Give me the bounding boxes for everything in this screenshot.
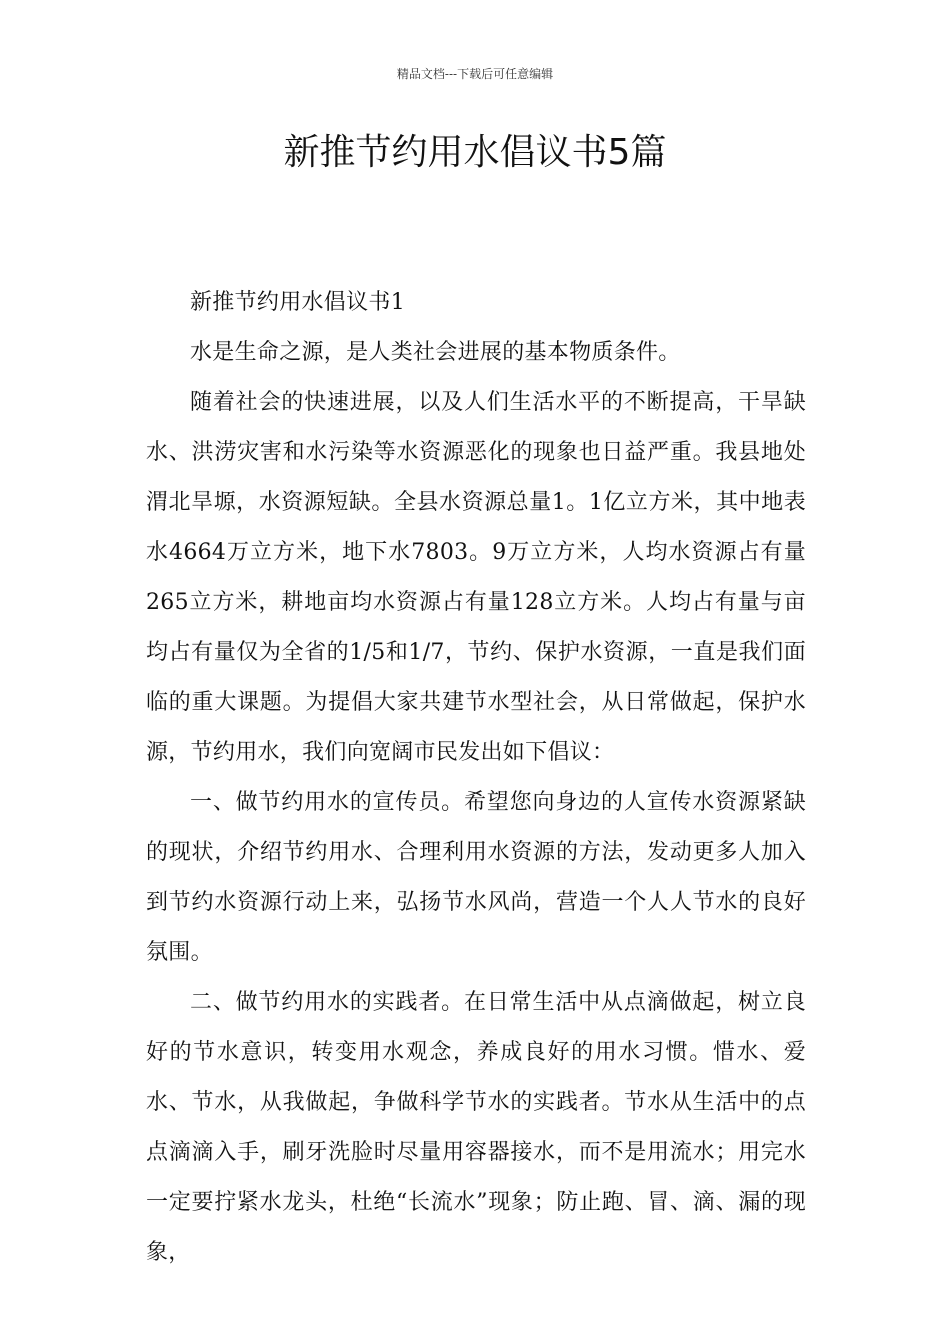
document-body (146, 278, 806, 1278)
header-note: 精品文档---下载后可任意编辑 (396, 67, 554, 81)
paragraph-background: 随着社会的快速进展，以及人们生活水平的不断提高，干旱缺水、洪涝灾害和水污染等水资源恶化的现象也日益严重。我县地处渭北旱塬，水资源短缺。全县水资源总量1。1亿立方米，其中地表水4664万立方米，地下水7803。9万立方米，人均水资源占有量265立方米，耕地亩均水资源占有量128立方米。人均占有量与亩均占有量仅为全省的1/5和1/7，节约、保护水资源，一直是我们面临的重大课题。为提倡大家共建节水型社会，从日常做起，保护水源，节约用水，我们向宽阔市民发出如下倡议： (146, 390, 806, 765)
paragraph-item-one: 一、做节约用水的宣传员。希望您向身边的人宣传水资源紧缺的现状，介绍节约用水、合理利用水资源的方法，发动更多人加入到节约水资源行动上来，弘扬节水风尚，营造一个人人节水的良好氛围。 (146, 790, 806, 965)
paragraph-item-two: 二、做节约用水的实践者。在日常生活中从点滴做起，树立良好的节水意识，转变用水观念，养成良好的用水习惯。惜水、爱水、节水，从我做起，争做科学节水的实践者。节水从生活中的点点滴滴入手，刷牙洗脸时尽量用容器接水，而不是用流水；用完水一定要拧紧水龙头，杜绝“长流水”现象；防止跑、冒、滴、漏的现象， (146, 990, 806, 1265)
paragraph-intro: 水是生命之源，是人类社会进展的基本物质条件。 (190, 340, 681, 365)
document-title: 新推节约用水倡议书5篇 (283, 132, 667, 173)
section-heading: 新推节约用水倡议书1 (190, 290, 405, 315)
